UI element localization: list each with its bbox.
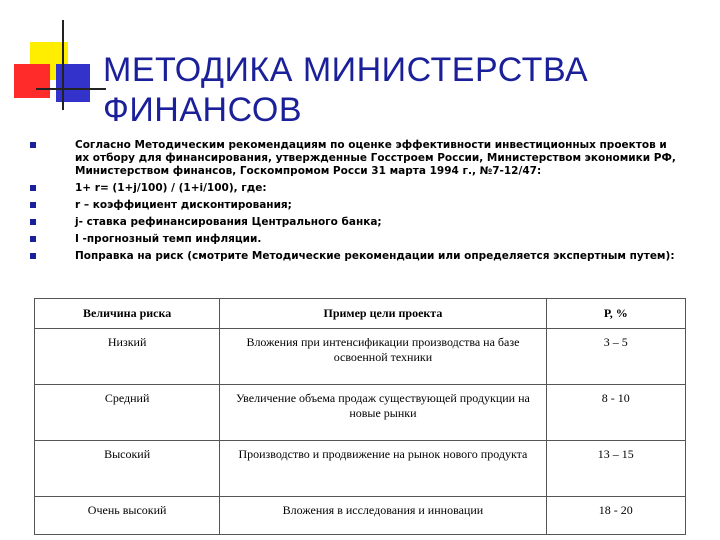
decor-vertical-line — [62, 20, 64, 110]
table-row — [35, 441, 686, 497]
list-item — [30, 233, 680, 246]
cell-rate: 18 - 20 — [546, 497, 685, 535]
cell-project-goal: Увеличение объема продаж существующей продукции на новые рынки — [220, 385, 546, 441]
list-item — [30, 199, 680, 212]
table-header-row — [35, 299, 686, 329]
page-title — [103, 50, 703, 130]
bullet-text: I -прогнозный темп инфляции. — [75, 233, 262, 245]
bullet-square-icon — [30, 236, 36, 242]
table-row — [35, 385, 686, 441]
cell-project-goal: Вложения в исследования и инновации — [220, 497, 546, 535]
bullet-text: 1+ r= (1+j/100) / (1+i/100), где: — [75, 182, 267, 194]
bullet-list — [30, 139, 680, 267]
list-item — [30, 250, 680, 263]
table-row — [35, 497, 686, 535]
header-risk-level: Величина риска — [35, 299, 220, 329]
list-item — [30, 182, 680, 195]
cell-rate: 3 – 5 — [546, 329, 685, 385]
cell-risk-level: Средний — [35, 385, 220, 441]
list-item — [30, 139, 680, 178]
title-line-1: МЕТОДИКА МИНИСТЕРСТВА — [103, 51, 589, 89]
cell-rate: 8 - 10 — [546, 385, 685, 441]
bullet-text: Согласно Методическим рекомендациям по оценке эффективности инвестиционных проектов и их отбору для финансирования, утвержденные Госстроем России, Министерством экономики РФ, Министерством финансов, Госкомпромом Росси 31 марта 1994 г., №7-12/47: — [75, 139, 676, 177]
bullet-text: j- ставка рефинансирования Центрального банка; — [75, 216, 382, 228]
cell-project-goal: Вложения при интенсификации производства на базе освоенной техники — [220, 329, 546, 385]
bullet-text: Поправка на риск (смотрите Методические рекомендации или определяется экспертным путем): — [75, 250, 675, 262]
cell-rate: 13 – 15 — [546, 441, 685, 497]
title-line-2: ФИНАНСОВ — [103, 91, 303, 129]
decor-red-square — [14, 64, 50, 98]
bullet-square-icon — [30, 219, 36, 225]
cell-risk-level: Очень высокий — [35, 497, 220, 535]
decor-horizontal-line — [36, 88, 106, 90]
header-project-goal: Пример цели проекта — [220, 299, 546, 329]
bullet-square-icon — [30, 202, 36, 208]
cell-risk-level: Высокий — [35, 441, 220, 497]
cell-project-goal: Производство и продвижение на рынок нового продукта — [220, 441, 546, 497]
cell-risk-level: Низкий — [35, 329, 220, 385]
header-rate: Р, % — [546, 299, 685, 329]
list-item — [30, 216, 680, 229]
bullet-text: r – коэффициент дисконтирования; — [75, 199, 292, 211]
bullet-square-icon — [30, 253, 36, 259]
table-row — [35, 329, 686, 385]
bullet-square-icon — [30, 142, 36, 148]
bullet-square-icon — [30, 185, 36, 191]
risk-table — [34, 298, 686, 535]
